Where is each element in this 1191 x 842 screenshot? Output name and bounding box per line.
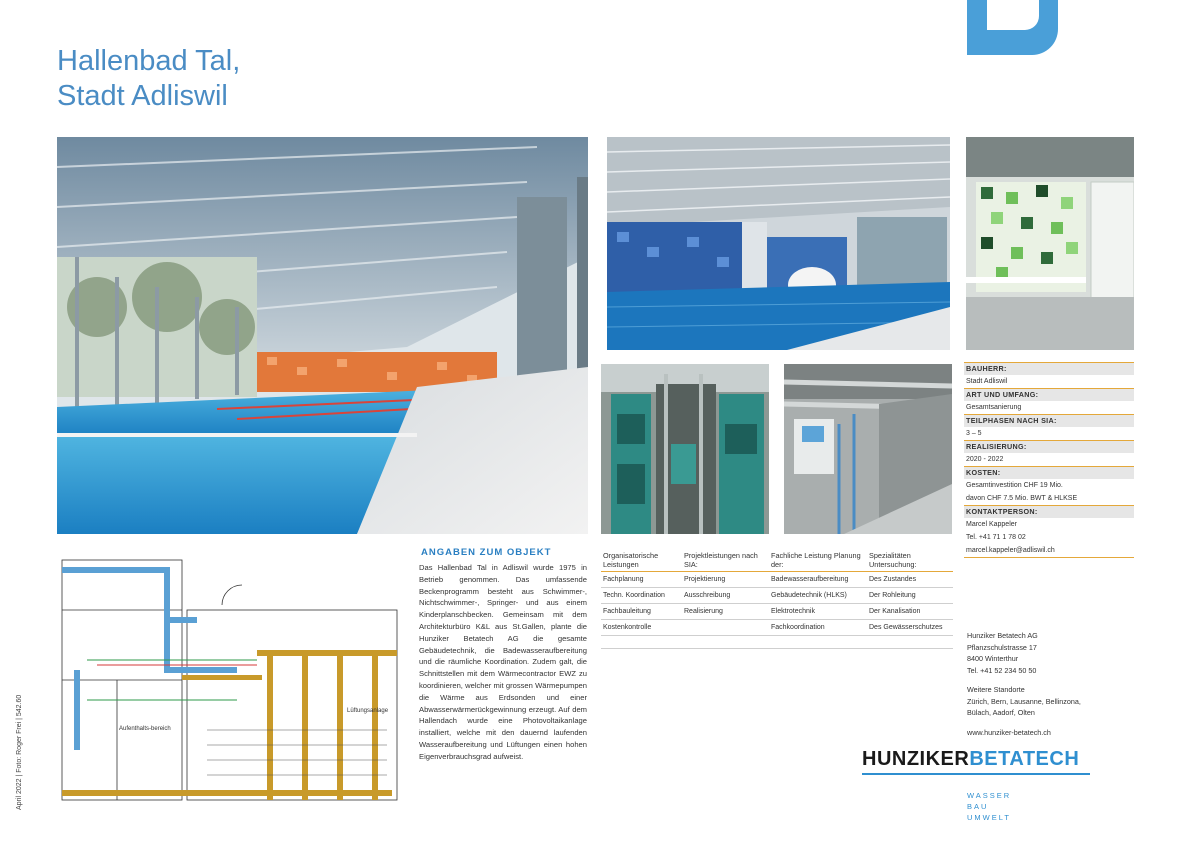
services-cell: Projektierung [682,572,769,588]
services-cell: Techn. Koordination [601,588,682,604]
services-header: Fachliche Leistung Planung der: [769,551,867,572]
services-cell: Kostenkontrolle [601,620,682,636]
services-cell: Badewasseraufbereitung [769,572,867,588]
fact-value: davon CHF 7.5 Mio. BWT & HLKSE [966,495,1078,502]
changing-room-photo [966,137,1134,350]
company-name: Hunziker Betatech AG [967,631,1038,640]
services-cell: Realisierung [682,604,769,620]
fact-label: BAUHERR: [964,362,1134,375]
services-cell: Des Zustandes [867,572,953,588]
brand-tab-logo [967,0,1058,55]
brand-tagline [967,790,1011,823]
pool-mosaic-photo [607,137,950,350]
tagline-line-2: BAU [967,802,989,811]
fact-value: Stadt Adliswil [966,378,1008,385]
tagline-line-3: UMWELT [967,813,1011,822]
section-heading: ANGABEN ZUM OBJEKT [421,547,552,558]
fact-label: REALISIERUNG: [964,440,1134,453]
company-street: Pflanzschulstrasse 17 [967,642,1037,652]
title-line-1: Hallenbad Tal, [57,45,241,77]
tagline-line-1: WASSER [967,791,1012,800]
fact-value: Tel. +41 71 1 78 02 [966,534,1026,541]
plan-label-room2: Lüftungsanlage [347,708,389,714]
services-cell: Fachplanung [601,572,682,588]
brand-logo [862,748,1079,771]
fact-label: KONTAKTPERSON: [964,505,1134,518]
fact-label: TEILPHASEN NACH SIA: [964,414,1134,427]
page-title [57,44,240,114]
fact-value: Gesamtinvestition CHF 19 Mio. [966,482,1063,489]
services-header: Projektleistungen nach SIA: [682,551,769,572]
locations-title: Weitere Standorte [967,685,1025,694]
services-cell: Elektrotechnik [769,604,867,620]
services-header: Spezialitäten Untersuchung: [867,551,953,572]
services-cell: Gebäudetechnik (HLKS) [769,588,867,604]
fact-label: ART UND UMFANG: [964,388,1134,401]
services-header: Organisatorische Leistungen [601,551,682,572]
services-cell: Fachbauleitung [601,604,682,620]
fact-value: 3 – 5 [966,430,982,437]
basement-pipes-photo [784,364,952,534]
services-cell: Fachkoordination [769,620,867,636]
plan-label-room1: Aufenthalts-bereich [119,726,171,732]
fact-value: marcel.kappeler@adliswil.ch [966,547,1055,554]
fact-label: KOSTEN: [964,466,1134,479]
floor-plan-drawing [57,550,407,805]
pool-hall-photo [57,137,588,534]
company-city: 8400 Winterthur [967,654,1019,663]
brand-part-2: BETATECH [969,748,1080,770]
side-credit-note [16,680,36,820]
services-cell [682,620,769,636]
locations-line-1: Zürich, Bern, Lausanne, Bellinzona, [967,696,1081,706]
side-credit-text: April 2022 | Foto: Roger Frei | 542.60 [16,694,23,810]
services-table [601,551,953,649]
company-website-link[interactable]: www.hunziker-betatech.ch [967,727,1051,737]
locations-line-2: Bülach, Aadorf, Olten [967,708,1035,717]
title-line-2: Stadt Adliswil [57,80,228,112]
services-cell: Der Rohleitung [867,588,953,604]
fact-value: Marcel Kappeler [966,521,1017,528]
company-info [967,630,1081,738]
fact-value: Gesamtsanierung [966,404,1022,411]
services-grid [601,551,953,636]
services-cell: Der Kanalisation [867,604,953,620]
project-description: Das Hallenbad Tal in Adliswil wurde 1975 in Betrieb genommen. Das umfassende Beckenprogramm besteht aus Schwimmer-, Nichtschwimmer-, Springer- und aus einem Kinderplanschbecken. Gemeinsam mit dem Architekturbüro K&L aus St.Gallen, plante die Hunziker Betatech AG die gesamte Gebäudetechnik, die Badewasseraufbereitung und die räumliche Koordination. Zudem galt, die Schnittstellen mit dem Wärmecontractor EWZ zu koordinieren, welcher mit grossen Wärmepumpen die Wärme aus Erdsonden und einer Abwasserwärmerückgewinnung erzeugt. Auf dem Hallendach wurde eine Photovoltaikanlage installiert, welche mit den dauernd laufenden Wasseraufbereitung und Lüftungen einen hohen Eigenverbrauchsgrad aufweist. [419,563,587,761]
services-cell: Des Gewässerschutzes [867,620,953,636]
technical-room-photo [601,364,769,534]
facts-end-rule [964,557,1134,558]
brand-underline [862,773,1090,775]
company-phone: Tel. +41 52 234 50 50 [967,665,1037,675]
fact-value: 2020 - 2022 [966,456,1004,463]
project-facts-panel [964,362,1134,558]
services-cell: Ausschreibung [682,588,769,604]
services-table-end-rule [601,636,953,649]
brand-part-1: HUNZIKER [862,748,970,770]
